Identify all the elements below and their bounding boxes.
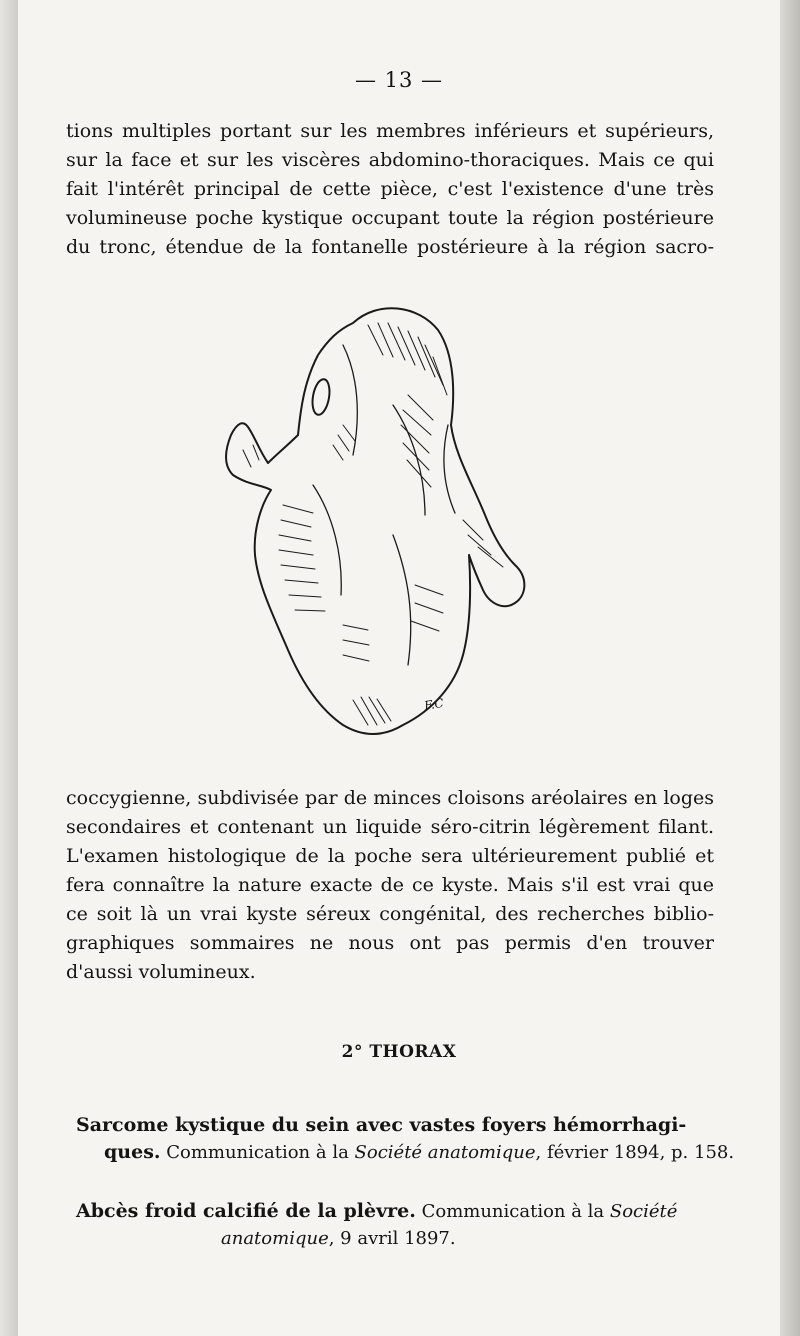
entry-text: Communication à la	[415, 1201, 610, 1222]
entry-journal-continued: anatomique	[221, 1228, 329, 1249]
text-line: d'aussi volumineux.	[66, 961, 256, 983]
text-line: volumineuse poche kystique occupant toute la région postérieure	[66, 207, 714, 229]
text-line: fait l'intérêt principal de cette pièce, c'est l'existence d'une très	[66, 178, 714, 200]
entry-title-continued: ques.	[104, 1141, 161, 1163]
bibliography-entry	[76, 1198, 716, 1252]
page-edge-left	[0, 0, 18, 1336]
paragraph-bottom	[66, 784, 714, 987]
text-line: tions multiples portant sur les membres inférieurs et supérieurs,	[66, 120, 714, 142]
page-number: — 13 —	[354, 68, 444, 92]
bibliography-entry	[76, 1112, 735, 1166]
document-page	[18, 0, 780, 1336]
cyst-specimen-illustration	[193, 285, 533, 755]
entry-date: , février 1894, p. 158.	[535, 1142, 735, 1163]
text-line: secondaires et contenant un liquide séro-citrin légèrement filant.	[66, 816, 714, 838]
entry-text: Communication à la	[160, 1142, 355, 1163]
entry-title: Sarcome kystique du sein avec vastes foyers hémorrhagi-	[76, 1114, 687, 1136]
section-heading: 2° THORAX	[341, 1042, 457, 1062]
text-line: sur la face et sur les viscères abdomino-thoraciques. Mais ce qui	[66, 149, 714, 171]
entry-title: Abcès froid calcifié de la plèvre.	[76, 1200, 416, 1222]
paragraph-top	[66, 117, 714, 262]
text-line: L'examen histologique de la poche sera ultérieurement publié et	[66, 845, 714, 867]
text-line: graphiques sommaires ne nous ont pas permis d'en trouver	[66, 932, 714, 954]
entry-journal: Société anatomique	[354, 1142, 536, 1163]
text-line: fera connaître la nature exacte de ce kyste. Mais s'il est vrai que	[66, 874, 714, 896]
entry-journal: Société	[609, 1201, 678, 1222]
artist-signature: F.C	[423, 695, 445, 713]
page-edge-right	[780, 0, 800, 1336]
text-line: ce soit là un vrai kyste séreux congénital, des recherches biblio-	[66, 903, 714, 925]
entry-date: , 9 avril 1897.	[328, 1228, 456, 1249]
text-line: coccygienne, subdivisée par de minces cloisons aréolaires en loges	[66, 787, 714, 809]
text-line: du tronc, étendue de la fontanelle postérieure à la région sacro-	[66, 236, 714, 258]
